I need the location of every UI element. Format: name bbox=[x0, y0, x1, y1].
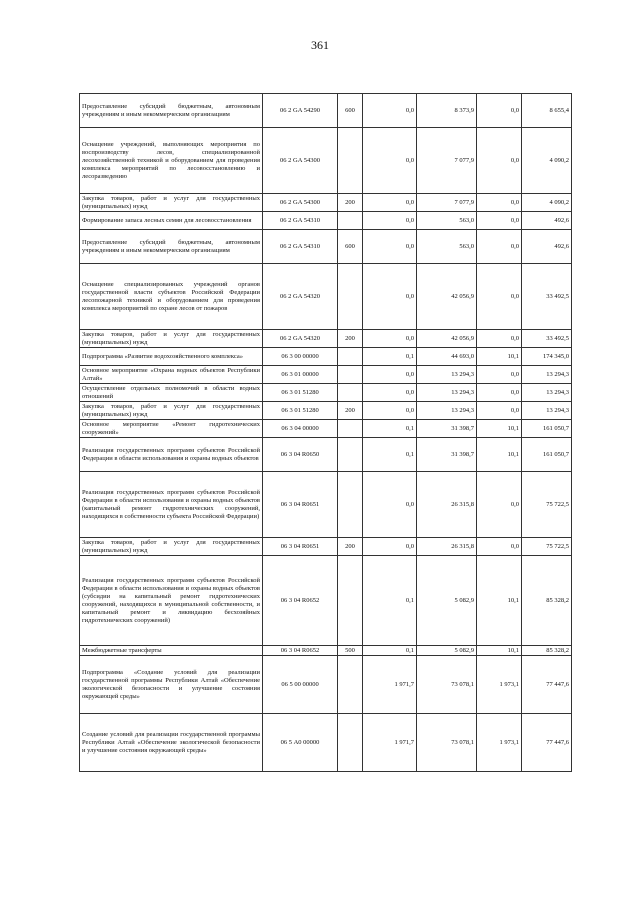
cell-value-1: 1 971,7 bbox=[363, 656, 417, 714]
cell-value-3: 10,1 bbox=[477, 348, 522, 366]
cell-value-4: 33 492,5 bbox=[522, 264, 572, 330]
cell-name: Оснащение учреждений, выполняющих мероприятия по воспроизводству лесов, специализированной лесохозяйственной техникой и оборудованием для проведения комплекса мероприятий по лесовосстановлению и лесоразведению bbox=[80, 128, 263, 194]
cell-value-3: 10,1 bbox=[477, 646, 522, 656]
cell-value-3: 0,0 bbox=[477, 366, 522, 384]
cell-value-2: 73 078,1 bbox=[417, 656, 477, 714]
cell-code: 06 2 GA 54300 bbox=[263, 194, 338, 212]
cell-value-4: 13 294,3 bbox=[522, 366, 572, 384]
table-row bbox=[80, 366, 572, 384]
cell-value-4: 75 722,5 bbox=[522, 472, 572, 538]
cell-code: 06 3 01 00000 bbox=[263, 366, 338, 384]
cell-code: 06 3 00 00000 bbox=[263, 348, 338, 366]
table-row bbox=[80, 420, 572, 438]
cell-expense-type bbox=[338, 438, 363, 472]
cell-value-1: 0,0 bbox=[363, 472, 417, 538]
cell-code: 06 3 04 R0651 bbox=[263, 538, 338, 556]
cell-value-3: 0,0 bbox=[477, 212, 522, 230]
cell-value-3: 0,0 bbox=[477, 538, 522, 556]
cell-code: 06 3 01 51280 bbox=[263, 384, 338, 402]
cell-code: 06 5 00 00000 bbox=[263, 656, 338, 714]
cell-value-4: 85 328,2 bbox=[522, 646, 572, 656]
cell-expense-type bbox=[338, 212, 363, 230]
cell-code: 06 3 04 R0652 bbox=[263, 556, 338, 646]
cell-value-4: 161 050,7 bbox=[522, 438, 572, 472]
cell-code: 06 2 GA 54290 bbox=[263, 94, 338, 128]
cell-name: Предоставление субсидий бюджетным, автономным учреждениям и иным некоммерческим организациям bbox=[80, 94, 263, 128]
cell-name: Реализация государственных программ субъектов Российской Федерации в области использования и охраны водных объектов bbox=[80, 438, 263, 472]
cell-expense-type: 600 bbox=[338, 94, 363, 128]
cell-value-2: 5 082,9 bbox=[417, 646, 477, 656]
cell-code: 06 3 04 R0651 bbox=[263, 472, 338, 538]
table-row bbox=[80, 438, 572, 472]
budget-table-body bbox=[80, 94, 572, 772]
cell-name: Закупка товаров, работ и услуг для государственных (муниципальных) нужд bbox=[80, 538, 263, 556]
cell-value-3: 1 973,1 bbox=[477, 656, 522, 714]
cell-expense-type bbox=[338, 264, 363, 330]
cell-name: Реализация государственных программ субъектов Российской Федерации в области использования и охраны водных объектов (субсидии на капитальный ремонт гидротехнических сооружений, находящихся в муниципальной собственности, и капитальный ремонт и ликвидацию бесхозяйных гидротехнических сооружений) bbox=[80, 556, 263, 646]
cell-name: Основное мероприятие «Охрана водных объектов Республики Алтай» bbox=[80, 366, 263, 384]
cell-value-3: 10,1 bbox=[477, 556, 522, 646]
cell-expense-type: 200 bbox=[338, 194, 363, 212]
table-row bbox=[80, 646, 572, 656]
cell-value-2: 5 082,9 bbox=[417, 556, 477, 646]
cell-value-2: 31 398,7 bbox=[417, 438, 477, 472]
cell-expense-type bbox=[338, 366, 363, 384]
cell-value-3: 0,0 bbox=[477, 330, 522, 348]
budget-table bbox=[79, 93, 572, 772]
cell-expense-type bbox=[338, 384, 363, 402]
cell-name: Предоставление субсидий бюджетным, автономным учреждениям и иным некоммерческим организациям bbox=[80, 230, 263, 264]
cell-expense-type: 200 bbox=[338, 402, 363, 420]
cell-value-2: 8 373,9 bbox=[417, 94, 477, 128]
cell-name: Реализация государственных программ субъектов Российской Федерации в области использования и охраны водных объектов (капитальный ремонт гидротехнических сооружений, находящихся в собственности субъекта Российской Федерации) bbox=[80, 472, 263, 538]
cell-value-2: 44 693,0 bbox=[417, 348, 477, 366]
cell-value-4: 33 492,5 bbox=[522, 330, 572, 348]
cell-code: 06 3 01 51280 bbox=[263, 402, 338, 420]
cell-value-1: 0,1 bbox=[363, 438, 417, 472]
cell-value-3: 0,0 bbox=[477, 402, 522, 420]
cell-value-4: 492,6 bbox=[522, 212, 572, 230]
cell-value-3: 0,0 bbox=[477, 264, 522, 330]
cell-value-1: 0,0 bbox=[363, 128, 417, 194]
cell-code: 06 2 GA 54300 bbox=[263, 128, 338, 194]
cell-value-2: 13 294,3 bbox=[417, 402, 477, 420]
table-row bbox=[80, 348, 572, 366]
cell-value-3: 0,0 bbox=[477, 230, 522, 264]
cell-value-1: 0,0 bbox=[363, 230, 417, 264]
cell-value-4: 85 328,2 bbox=[522, 556, 572, 646]
cell-value-1: 0,0 bbox=[363, 264, 417, 330]
cell-expense-type: 600 bbox=[338, 230, 363, 264]
cell-expense-type bbox=[338, 128, 363, 194]
cell-value-4: 13 294,3 bbox=[522, 402, 572, 420]
cell-value-4: 492,6 bbox=[522, 230, 572, 264]
cell-value-3: 0,0 bbox=[477, 384, 522, 402]
cell-value-4: 161 050,7 bbox=[522, 420, 572, 438]
cell-value-2: 31 398,7 bbox=[417, 420, 477, 438]
cell-value-2: 563,0 bbox=[417, 230, 477, 264]
cell-value-3: 0,0 bbox=[477, 94, 522, 128]
cell-value-4: 174 345,0 bbox=[522, 348, 572, 366]
cell-value-1: 0,0 bbox=[363, 366, 417, 384]
cell-value-1: 0,1 bbox=[363, 646, 417, 656]
cell-expense-type bbox=[338, 656, 363, 714]
cell-name: Осуществление отдельных полномочий в области водных отношений bbox=[80, 384, 263, 402]
table-row bbox=[80, 128, 572, 194]
cell-name: Закупка товаров, работ и услуг для государственных (муниципальных) нужд bbox=[80, 330, 263, 348]
cell-name: Оснащение специализированных учреждений органов государственной власти субъектов Российской Федерации лесопожарной техникой и оборудованием для проведения комплекса мероприятий по охране лесов от пожаров bbox=[80, 264, 263, 330]
cell-value-1: 0,1 bbox=[363, 348, 417, 366]
cell-code: 06 3 04 00000 bbox=[263, 420, 338, 438]
cell-expense-type: 200 bbox=[338, 538, 363, 556]
table-row bbox=[80, 384, 572, 402]
cell-code: 06 2 GA 54320 bbox=[263, 330, 338, 348]
table-row bbox=[80, 402, 572, 420]
cell-value-2: 13 294,3 bbox=[417, 366, 477, 384]
table-row bbox=[80, 330, 572, 348]
cell-value-3: 10,1 bbox=[477, 438, 522, 472]
cell-value-2: 563,0 bbox=[417, 212, 477, 230]
cell-value-1: 0,0 bbox=[363, 94, 417, 128]
cell-value-1: 0,0 bbox=[363, 194, 417, 212]
table-row bbox=[80, 230, 572, 264]
cell-value-2: 26 315,8 bbox=[417, 538, 477, 556]
cell-name: Подпрограмма «Создание условий для реализации государственной программы Республики Алтай «Обеспечение экологической безопасности и улучшение состояния окружающей среды» bbox=[80, 656, 263, 714]
cell-name: Межбюджетные трансферты bbox=[80, 646, 263, 656]
cell-name: Закупка товаров, работ и услуг для государственных (муниципальных) нужд bbox=[80, 402, 263, 420]
table-row bbox=[80, 194, 572, 212]
cell-name: Создание условий для реализации государственной программы Республики Алтай «Обеспечение экологической безопасности и улучшение состояния окружающей среды» bbox=[80, 714, 263, 772]
table-row bbox=[80, 94, 572, 128]
cell-value-3: 1 973,1 bbox=[477, 714, 522, 772]
cell-value-1: 0,0 bbox=[363, 538, 417, 556]
cell-name: Основное мероприятие «Ремонт гидротехнических сооружений» bbox=[80, 420, 263, 438]
cell-expense-type bbox=[338, 472, 363, 538]
cell-code: 06 3 04 R0652 bbox=[263, 646, 338, 656]
cell-name: Подпрограмма «Развитие водохозяйственного комплекса» bbox=[80, 348, 263, 366]
cell-value-3: 0,0 bbox=[477, 194, 522, 212]
cell-value-2: 13 294,3 bbox=[417, 384, 477, 402]
cell-name: Формирование запаса лесных семян для лесовосстановления bbox=[80, 212, 263, 230]
cell-expense-type: 500 bbox=[338, 646, 363, 656]
cell-expense-type: 200 bbox=[338, 330, 363, 348]
cell-value-2: 42 056,9 bbox=[417, 330, 477, 348]
cell-value-1: 0,0 bbox=[363, 330, 417, 348]
cell-value-2: 73 078,1 bbox=[417, 714, 477, 772]
cell-value-2: 7 077,9 bbox=[417, 128, 477, 194]
cell-code: 06 3 04 R0650 bbox=[263, 438, 338, 472]
table-row bbox=[80, 714, 572, 772]
cell-value-4: 75 722,5 bbox=[522, 538, 572, 556]
table-row bbox=[80, 656, 572, 714]
cell-expense-type bbox=[338, 420, 363, 438]
cell-expense-type bbox=[338, 714, 363, 772]
cell-value-3: 0,0 bbox=[477, 128, 522, 194]
cell-value-1: 0,1 bbox=[363, 556, 417, 646]
table-row bbox=[80, 264, 572, 330]
cell-value-4: 77 447,6 bbox=[522, 656, 572, 714]
cell-value-1: 1 971,7 bbox=[363, 714, 417, 772]
table-row bbox=[80, 472, 572, 538]
cell-expense-type bbox=[338, 348, 363, 366]
cell-value-2: 42 056,9 bbox=[417, 264, 477, 330]
cell-value-3: 0,0 bbox=[477, 472, 522, 538]
cell-value-1: 0,0 bbox=[363, 402, 417, 420]
table-row bbox=[80, 212, 572, 230]
cell-expense-type bbox=[338, 556, 363, 646]
cell-code: 06 2 GA 54320 bbox=[263, 264, 338, 330]
table-row bbox=[80, 538, 572, 556]
cell-value-1: 0,1 bbox=[363, 420, 417, 438]
cell-value-4: 77 447,6 bbox=[522, 714, 572, 772]
cell-value-1: 0,0 bbox=[363, 384, 417, 402]
cell-value-3: 10,1 bbox=[477, 420, 522, 438]
cell-value-2: 26 315,8 bbox=[417, 472, 477, 538]
cell-value-2: 7 077,9 bbox=[417, 194, 477, 212]
table-row bbox=[80, 556, 572, 646]
cell-value-4: 8 655,4 bbox=[522, 94, 572, 128]
cell-value-4: 4 090,2 bbox=[522, 194, 572, 212]
page-number: 361 bbox=[311, 38, 329, 52]
cell-code: 06 2 GA 54310 bbox=[263, 212, 338, 230]
cell-name: Закупка товаров, работ и услуг для государственных (муниципальных) нужд bbox=[80, 194, 263, 212]
cell-code: 06 5 А0 00000 bbox=[263, 714, 338, 772]
cell-code: 06 2 GA 54310 bbox=[263, 230, 338, 264]
cell-value-4: 13 294,3 bbox=[522, 384, 572, 402]
cell-value-1: 0,0 bbox=[363, 212, 417, 230]
cell-value-4: 4 090,2 bbox=[522, 128, 572, 194]
